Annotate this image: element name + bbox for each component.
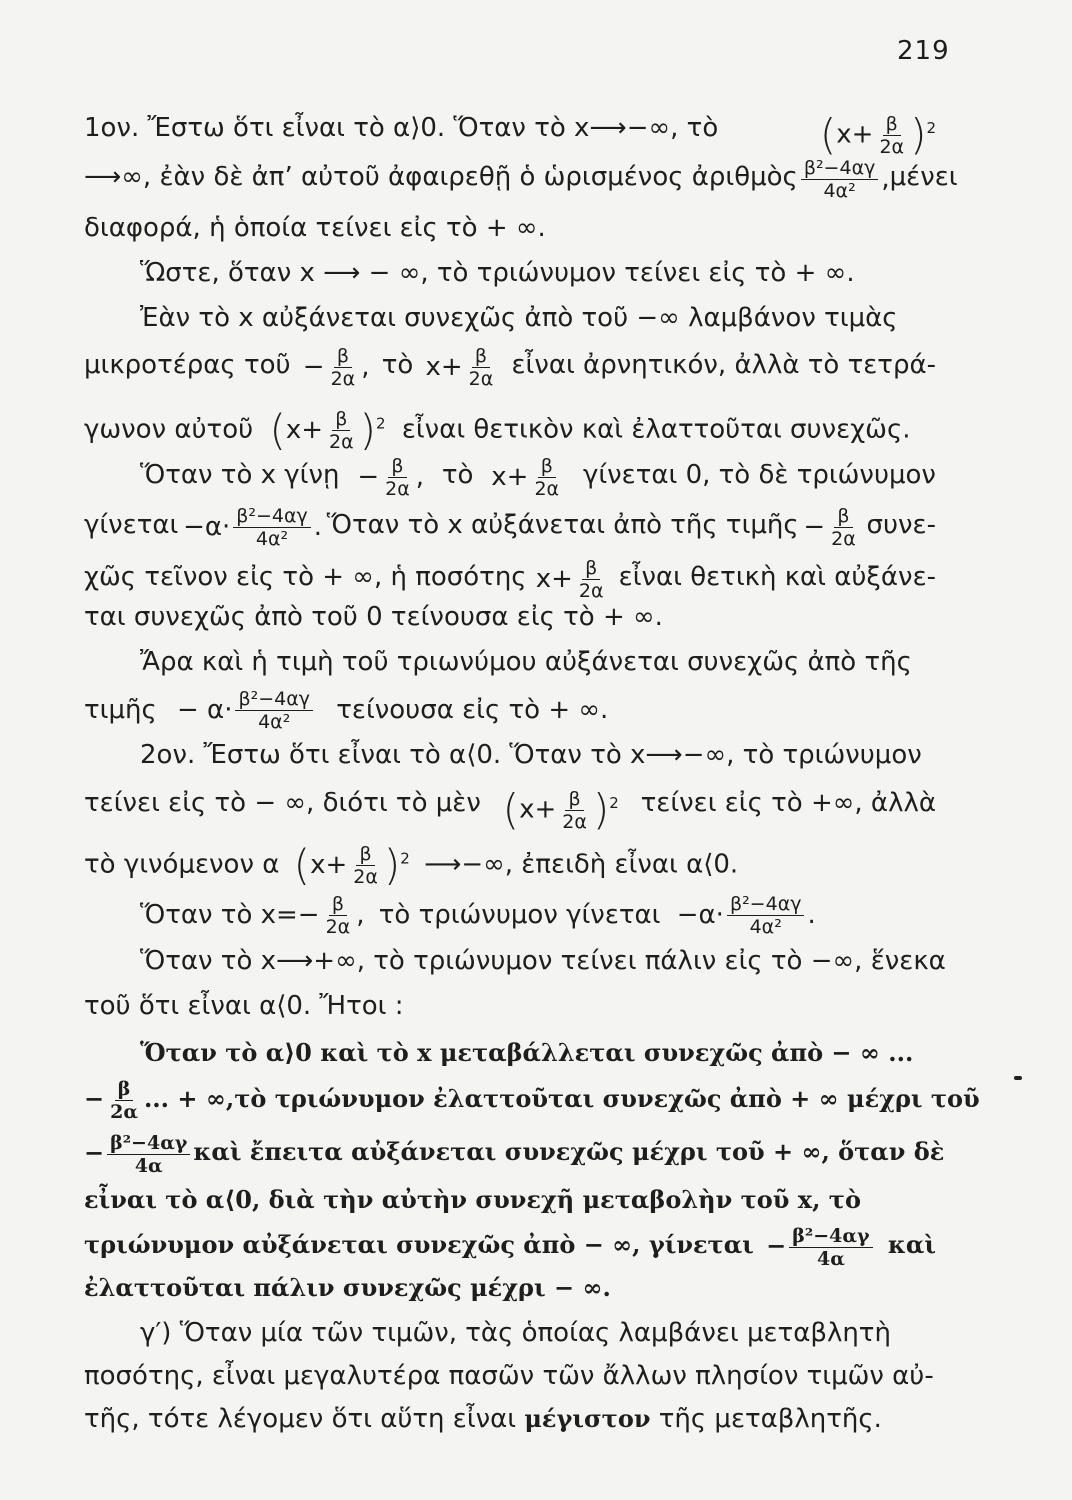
text-segment: τὸ τριώνυμον γίνεται <box>378 900 661 930</box>
text-segment: μικροτέρας τοῦ <box>84 350 291 380</box>
text-line-bold <box>84 1132 945 1177</box>
text-segment: ⟶∞, ἐὰν δὲ ἀπ’ αὐτοῦ ἀφαιρεθῇ ὁ ὡρισμένος ἀριθμὸς <box>84 162 798 192</box>
text-segment: Ὅταν τὸ x γίνῃ <box>140 460 340 490</box>
text-line: διαφορά, ἡ ὁποία τείνει εἰς τὸ + ∞. <box>84 213 546 243</box>
text-segment: τείνει εἰς τὸ − ∞, διότι τὸ μὲν <box>84 788 481 818</box>
text-line <box>84 505 936 550</box>
text-line: ποσότης, εἶναι μεγαλυτέρα πασῶν τῶν ἄλλων πλησίον τιμῶν αὐ- <box>84 1361 934 1391</box>
text-segment: τὸ γινόμενον α <box>84 849 280 880</box>
margin-mark <box>1014 1076 1022 1080</box>
math-expression: x+ $\frac{\beta}{2\alpha}$ <box>425 345 494 390</box>
text-line: Ἄρα καὶ ἡ τιμὴ τοῦ τριωνύμου αὐξάνεται συνεχῶς ἀπὸ τῆς <box>140 647 912 677</box>
text-line-bold <box>84 1078 980 1123</box>
text-segment: εἶναι ἀρνητικόν, ἀλλὰ τὸ τετρά- <box>511 350 936 380</box>
text-segment: ... + ∞,τὸ τριώνυμον ἐλαττοῦται συνεχῶς ἀπὸ + ∞ μέχρι τοῦ <box>143 1084 980 1113</box>
text-segment: γωνον αὐτοῦ <box>84 414 254 445</box>
text-segment: Ὅταν τὸ x αὐξάνεται ἀπὸ τῆς τιμῆς <box>326 510 799 540</box>
math-fraction: − $\frac{\beta}{2\alpha}$ , <box>302 345 370 390</box>
text-line <box>84 783 936 835</box>
text-segment: τείνουσα εἰς τὸ + ∞. <box>336 695 609 725</box>
page-number: 219 <box>897 36 950 66</box>
text-line <box>84 1399 936 1439</box>
text-line-bold: ἐλαττοῦται πάλιν συνεχῶς μέχρι − ∞. <box>84 1273 611 1302</box>
math-expression: (x+ $\frac{\beta}{2\alpha}$ )$^2$ <box>502 785 619 835</box>
math-fraction: $\frac{\text{β²−4αγ}}{\text{4α²}}$ , <box>798 157 890 197</box>
math-fraction: − $\frac{\text{β²−4αγ}}{4\alpha}$ <box>766 1225 875 1265</box>
text-segment: γίνεται 0, τὸ δὲ τριώνυμον <box>582 460 936 490</box>
text-segment: τιμῆς <box>84 695 157 725</box>
text-segment: 1ον. Ἔστω ὅτι εἶναι τὸ α⟩0. Ὅταν τὸ x⟶−∞, τὸ <box>84 113 719 143</box>
text-line-bold: Ὅταν τὸ α⟩0 καὶ τὸ x μεταβάλλεται συνεχῶς ἀπὸ − ∞ ... <box>140 1038 914 1067</box>
math-expression: − α· $\frac{\text{β²−4αγ}}{\text{4α²}}$ <box>177 695 316 725</box>
math-expression: x+ $\frac{\beta}{2\alpha}$ <box>491 455 560 500</box>
text-segment: γίνεται <box>84 510 179 540</box>
math-expression: (x+ $\frac{\beta}{2\alpha}$ )$^2$ <box>293 840 410 890</box>
math-expression: (x+ $\frac{\beta}{2\alpha}$ )$^2$ <box>819 110 936 160</box>
text-line <box>84 838 936 890</box>
text-line: γ′) Ὅταν μία τῶν τιμῶν, τὰς ὁποίας λαμβάνει μεταβλητὴ <box>140 1318 891 1348</box>
text-segment: τῆς μεταβλητῆς. <box>658 1404 882 1434</box>
text-segment: συνε- <box>866 510 936 540</box>
text-segment: τείνει εἰς τὸ +∞, ἀλλὰ <box>640 788 936 818</box>
text-line: Ὅταν τὸ x⟶+∞, τὸ τριώνυμον τείνει πάλιν εἰς τὸ −∞, ἕνεκα <box>140 946 946 976</box>
text-line <box>84 345 936 390</box>
text-line <box>84 455 936 500</box>
math-fraction: − $\frac{\beta}{2\alpha}$ <box>84 1078 138 1123</box>
text-line: τοῦ ὅτι εἶναι α⟨0. Ἤτοι : <box>84 991 404 1021</box>
text-line <box>84 688 936 733</box>
text-segment: μένει <box>889 162 958 192</box>
math-expression: −α· $\frac{\text{β²−4αγ}}{\text{4α²}}$ . <box>183 505 323 550</box>
text-segment: εἶναι θετικὴ καὶ αὐξάνε- <box>618 562 936 592</box>
text-segment: χῶς τεῖνον εἰς τὸ + ∞, ἡ ποσότης <box>84 562 527 592</box>
text-segment: τριώνυμον αὐξάνεται συνεχῶς ἀπὸ − ∞, γίνεται <box>84 1230 754 1259</box>
text-segment: καὶ ἔπειτα αὐξάνεται συνεχῶς μέχρι τοῦ + ∞, ὅταν δὲ <box>193 1137 945 1166</box>
math-expression: (x+ $\frac{\beta}{2\alpha}$ )$^2$ <box>269 405 386 455</box>
math-expression: x+ $\frac{\beta}{2\alpha}$ <box>535 557 604 602</box>
text-line <box>84 108 936 160</box>
text-line: Ὥστε, ὅταν x ⟶ − ∞, τὸ τριώνυμον τείνει εἰς τὸ + ∞. <box>140 258 855 288</box>
text-segment: τὸ <box>441 460 474 490</box>
text-segment: τῆς, τότε λέγομεν ὅτι αὕτη εἶναι <box>84 1404 517 1434</box>
text-segment: τὸ <box>381 350 414 380</box>
text-line <box>84 557 936 602</box>
text-line: Ἐὰν τὸ x αὐξάνεται συνεχῶς ἀπὸ τοῦ −∞ λαμβάνον τιμὰς <box>140 303 898 333</box>
math-expression: −α· $\frac{\text{β²−4αγ}}{\text{4α²}}$ . <box>676 893 816 938</box>
text-segment: καὶ <box>887 1230 936 1259</box>
math-fraction: − $\frac{\text{β²−4αγ}}{4\alpha}$ <box>84 1132 193 1172</box>
text-line <box>84 403 936 455</box>
text-line: ται συνεχῶς ἀπὸ τοῦ 0 τείνουσα εἰς τὸ + ∞. <box>84 602 663 632</box>
text-line <box>84 893 936 938</box>
bold-term: μέγιστον <box>524 1404 651 1433</box>
math-fraction: − $\frac{\beta}{2\alpha}$ <box>803 505 856 550</box>
text-line-bold <box>84 1225 936 1270</box>
text-line-bold: εἶναι τὸ α⟨0, διὰ τὴν αὐτὴν συνεχῆ μεταβολὴν τοῦ x, τὸ <box>84 1185 861 1214</box>
math-fraction: − $\frac{\beta}{2\alpha}$ , <box>357 455 425 500</box>
text-line <box>84 157 958 202</box>
math-fraction: $\frac{\beta}{2\alpha}$ , <box>325 893 365 938</box>
text-line: 2ον. Ἔστω ὅτι εἶναι τὸ α⟨0. Ὅταν τὸ x⟶−∞, τὸ τριώνυμον <box>140 740 922 770</box>
text-segment: εἶναι θετικὸν καὶ ἐλαττοῦται συνεχῶς. <box>401 414 911 445</box>
text-segment: ⟶−∞, ἐπειδὴ εἶναι α⟨0. <box>424 849 739 880</box>
text-segment: Ὅταν τὸ x=− <box>140 900 320 930</box>
